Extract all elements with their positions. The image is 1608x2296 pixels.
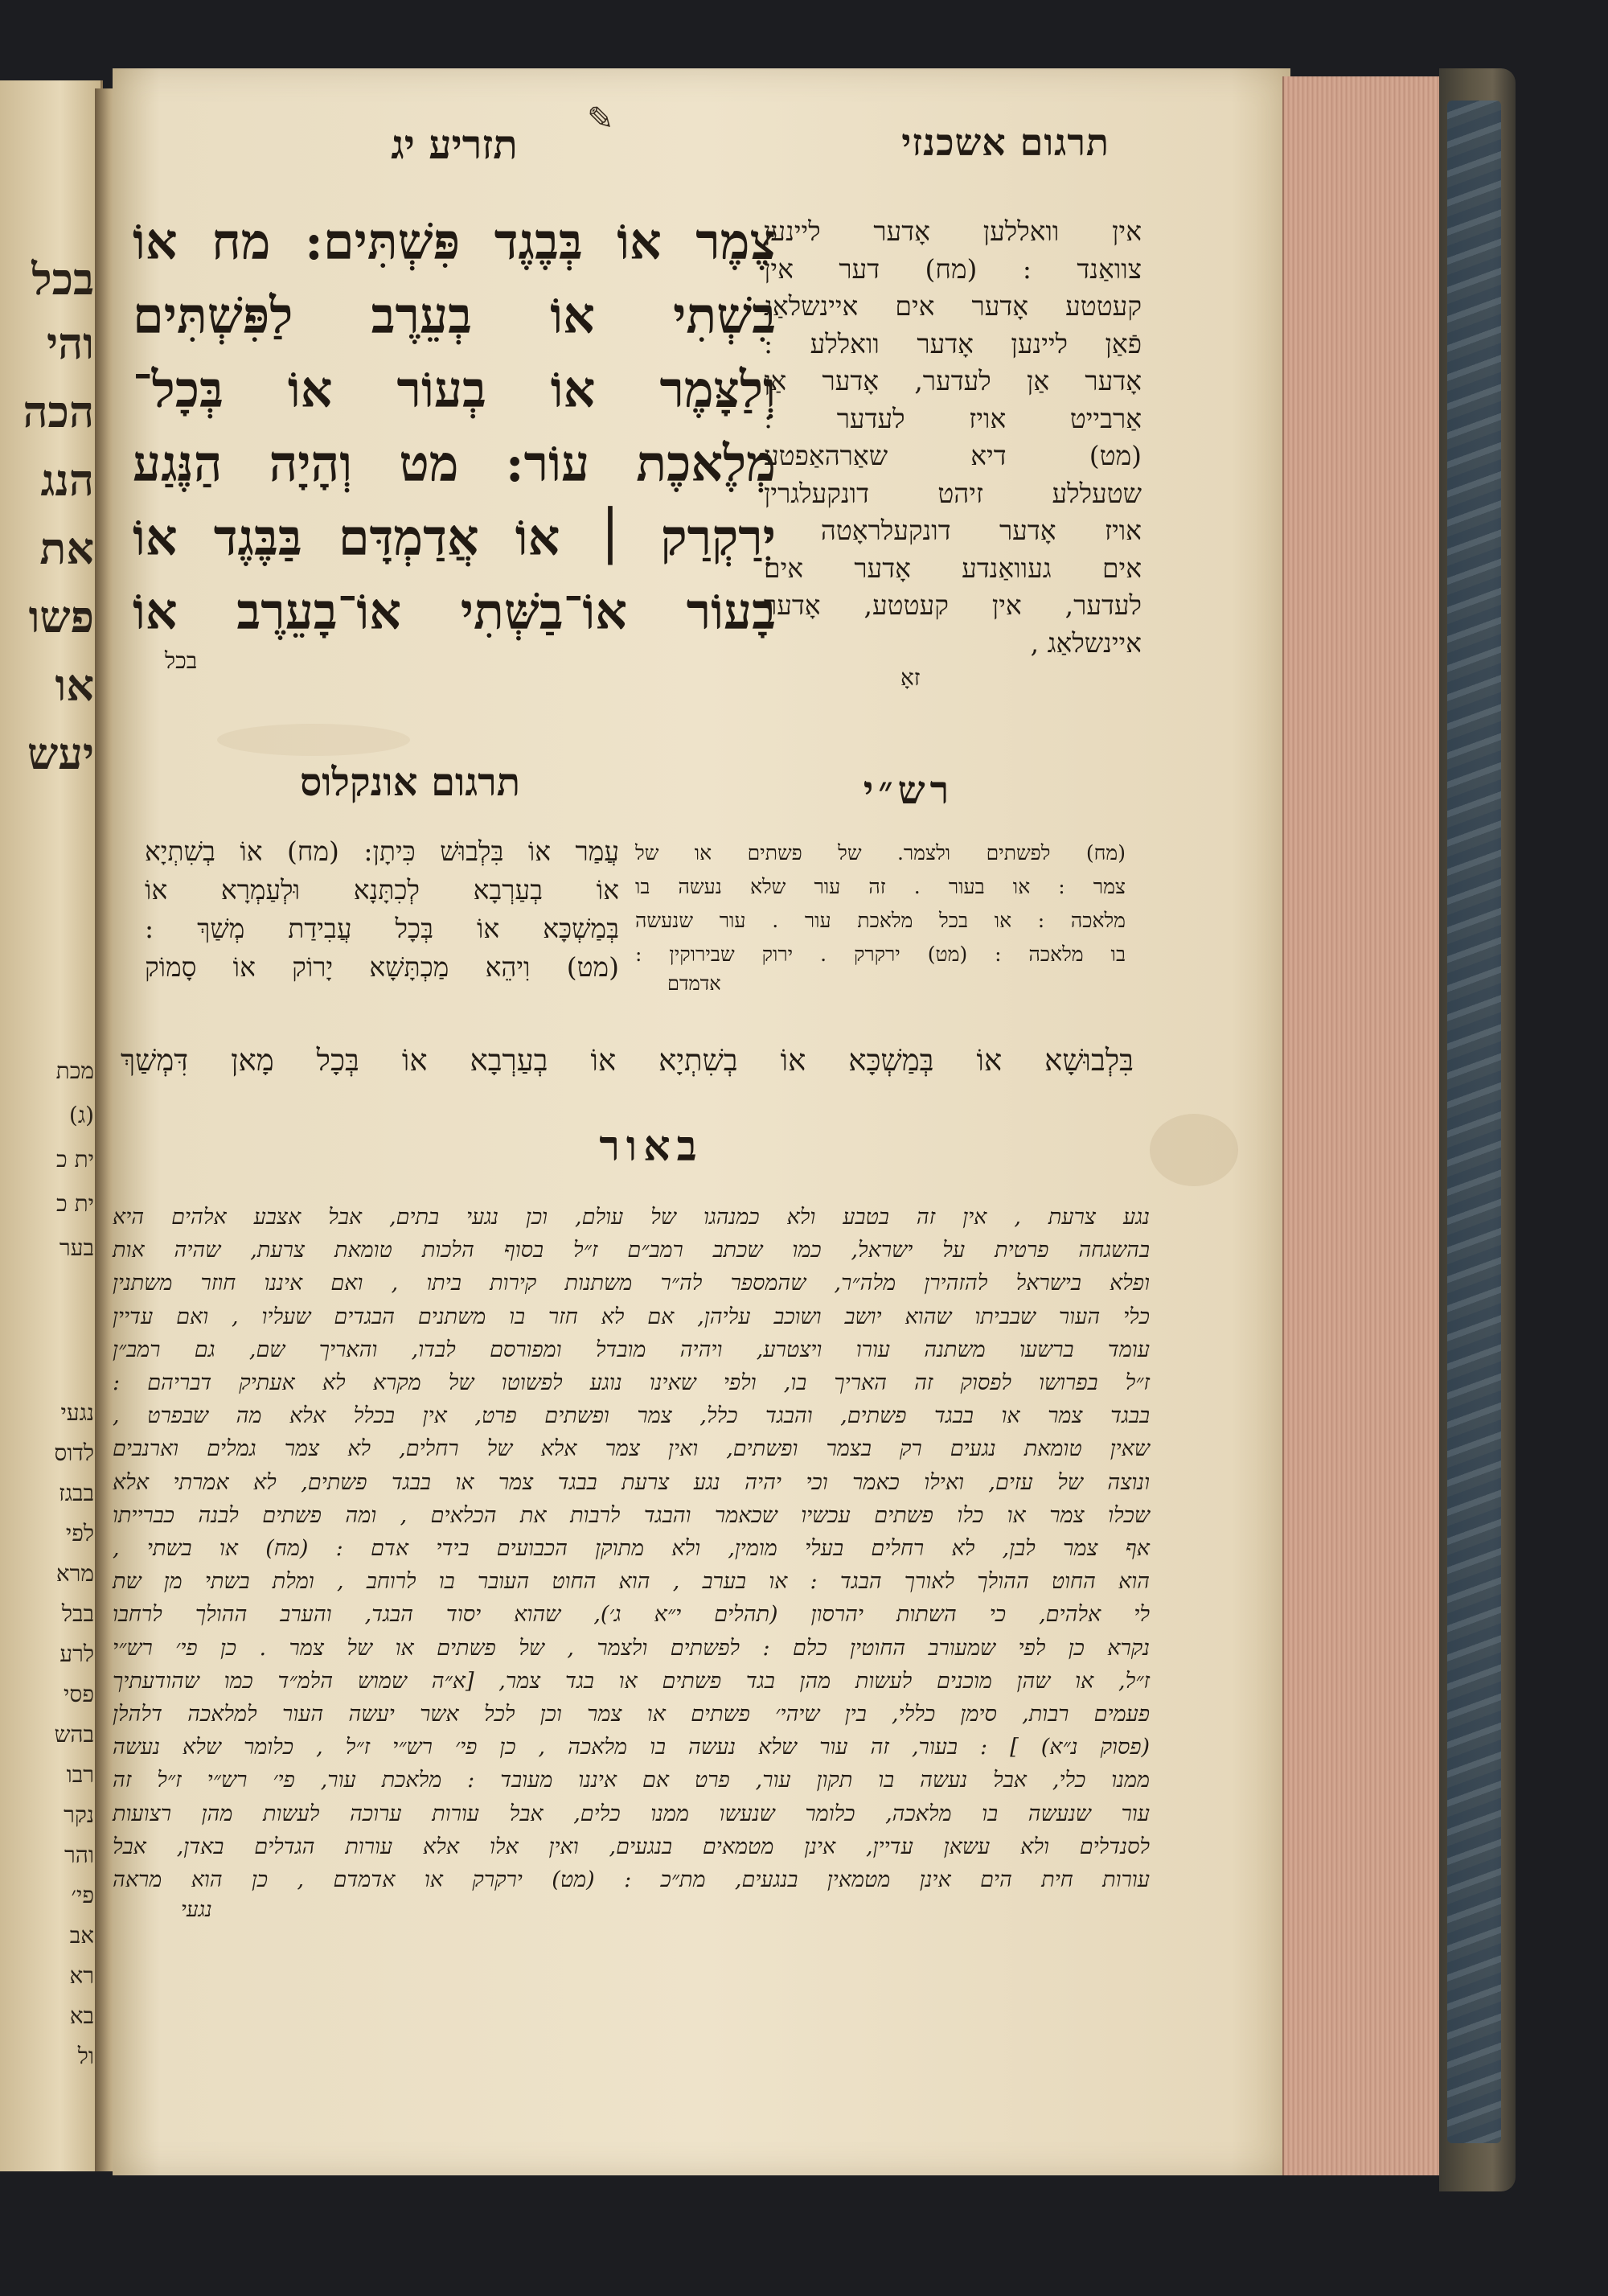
left-small: נקר bbox=[64, 1801, 94, 1828]
onkelos-line: בְּמַשְׁכָּא אוֹ בְּכָל עֲבִידַת מְשַׁךְ : bbox=[145, 913, 619, 944]
left-small: ית כ bbox=[55, 1146, 94, 1173]
torah-catchword: בכל bbox=[165, 647, 198, 674]
biur-line: אף צמר לבן, לא רחלים בעלי מומין, ולא מתוקן הכבועים בידי אדם : (מח) או בשתי , bbox=[113, 1536, 1150, 1562]
targum-line: צוואַנד : (מח) דער אין bbox=[764, 253, 1142, 285]
biur-line: שאין טומאת נגעים רק בצמר ופשתים, ואין צמר אלא של רחלים, לא צמר גמלים וארנבים bbox=[113, 1436, 1150, 1462]
left-small: בא bbox=[69, 2002, 94, 2029]
rashi-line: צמר : או בעור . זה עור שלא נעשה בו bbox=[635, 875, 1126, 898]
biur-block bbox=[113, 1201, 1150, 1924]
targum-ashkenazi-block bbox=[764, 213, 1142, 694]
left-small: לרע bbox=[59, 1641, 94, 1667]
page-header-targum: תרגום אשכנזי bbox=[901, 121, 1110, 164]
left-fragment: או bbox=[55, 659, 94, 711]
left-small: פי׳ bbox=[71, 1882, 94, 1908]
left-small: מכת bbox=[55, 1058, 94, 1084]
targum-line: (מט) דיא שאַרהאַפטע bbox=[764, 440, 1142, 471]
torah-line: בָעוֹר אוֹ־בַשְּׁתִי אוֹ־בָעֵרֶב אוֹ bbox=[133, 582, 776, 641]
biur-line: פעמים רבות, סימן כללי, בין שיהי׳ פשתים או צמר וכן לכל אשר יעשה העור למלאכה דלהלן bbox=[113, 1702, 1150, 1727]
biur-line: עומד ברשעו משתנה עורו ויצטרע, ויהיה מובדל ומפורסם לבדו, והאריך שם, גם רמב״ן bbox=[113, 1337, 1150, 1362]
left-small: (ג) bbox=[68, 1102, 94, 1128]
torah-line: יְרַקְרַק ׀ אוֹ אֲדַמְדָּם בַּבֶּגֶד אוֹ bbox=[133, 508, 776, 567]
biur-title: באור bbox=[599, 1122, 704, 1171]
biur-line: שכלו צמר או כלו פשתים עכשיו שכאמר והבגד לרבות את הכלאים , ומה פשתים לבנה כברייתו bbox=[113, 1502, 1150, 1528]
left-small: רא bbox=[69, 1962, 94, 1989]
left-small: רבו bbox=[66, 1761, 94, 1788]
targum-line: אַרבייט אויז לעדער : bbox=[764, 402, 1142, 434]
onkelos-line: אוֹ בְעַרְבָא לְכִתָּנָא וּלְעַמְרָא אוֹ bbox=[145, 874, 619, 906]
torah-line: בִשְׁתִי אוֹ בְעֵרֶב לַפִּשְׁתִּים bbox=[133, 286, 776, 345]
left-fragment: פשו bbox=[28, 591, 94, 643]
biur-line: בבגד צמר או בבגד פשתים, והבגד כלל, צמר ופשתים פרט, אין בכלל אלא מה שבפרט , bbox=[113, 1403, 1150, 1429]
rashi-line: מלאכה : או בכל מלאכת עור . עור שנעשה bbox=[635, 909, 1126, 932]
left-fragment: הכה bbox=[23, 386, 94, 437]
torah-line: מְלֶאכֶת עוֹר: מט וְהָיָה הַנֶּגַע bbox=[133, 434, 776, 493]
targum-line: אין וואללען אָדער ליינען bbox=[764, 216, 1142, 247]
left-fragment: את bbox=[39, 523, 94, 574]
targum-line: אָדער אַן לעדער, אָדער אַן bbox=[764, 365, 1142, 396]
targum-line: קעטטע אָדער אים איינשלאַג bbox=[764, 290, 1142, 322]
biur-line: ממנו כלי, אבל נעשה בו תקון עור, פרט אם איננו מעובד : מלאכת עור, פי׳ רש״י ז״ל זה bbox=[113, 1768, 1150, 1793]
left-fragment: בכל bbox=[31, 253, 94, 305]
left-small: והר bbox=[64, 1842, 94, 1868]
left-fragment: והי bbox=[46, 318, 94, 369]
biur-line: ופלא בישראל להזהירן מלה״ר, שהמספר לה״ר משתנות קירות ביתו , ואם איננו חוזר משתנין bbox=[113, 1271, 1150, 1296]
left-small: בבגז bbox=[58, 1480, 94, 1506]
left-small: בער bbox=[59, 1234, 94, 1261]
biur-line: נקרא כן לפי שמעורב החוטין כלם : לפשתים ולצמר , של פשתים או של צמר . כן פי׳ רש״י bbox=[113, 1635, 1150, 1661]
marbled-board bbox=[1447, 101, 1501, 2143]
onkelos-block bbox=[145, 832, 619, 987]
targum-line: לעדער, אין קעטטע, אָדער bbox=[764, 589, 1142, 621]
page-block-edge bbox=[1282, 76, 1453, 2175]
rashi-title: רש״י bbox=[863, 768, 954, 813]
paper-stain bbox=[217, 724, 410, 756]
left-small: לדוס bbox=[54, 1440, 94, 1466]
left-small: בבל bbox=[61, 1600, 94, 1627]
onkelos-line: עֲמַר אוֹ בִּלְבוּשׁ כִּיתָן: (מח) אוֹ בְשִׁתְיָא bbox=[145, 836, 619, 867]
biur-line: ז״ל, או שהן מוכנים לעשות מהן בגד פשתים או בגד צמר, [א״ה שמוש הלמ״ד כמו שהודעתיך bbox=[113, 1668, 1150, 1694]
biur-line: כלי העור שבביתו שהוא יושב ושוכב עליהן, אם לא חזר בו משתנים הבגדים שעליו , ואם עדיין bbox=[113, 1304, 1150, 1329]
targum-catchword: זאָ bbox=[900, 664, 921, 691]
left-small: ול bbox=[77, 2043, 94, 2069]
left-small: ית כ bbox=[55, 1190, 94, 1217]
biur-line: ונוצה של עזים, ואילו כאמר וכי יהיה נגע צרעת בבגד צמר או בבגד פשתים, לא אמרתי אלא bbox=[113, 1469, 1150, 1495]
left-small: בהש bbox=[54, 1721, 94, 1748]
biur-line: עור שנעשה בו מלאכה, כלומר שנעשו ממנו כלים, אבל עורות ערוכה לעשות מהן רצועות bbox=[113, 1801, 1150, 1826]
left-small: אב bbox=[69, 1922, 94, 1949]
targum-line: שטעללע זיהט דונקעלגרין bbox=[764, 477, 1142, 509]
torah-line: צֶמֶר אוֹ בְּבֶגֶד פִּשְׁתִּים: מח אוֹ bbox=[133, 212, 776, 271]
onkelos-continuation-line: בִּלְבוּשָׁא אוֹ בְּמַשְׁכָּא אוֹ בְשִׁתְיָא אוֹ בְעַרְבָא אוֹ בְּכָל מָאן דִּמְשַׁךְ bbox=[121, 1043, 1134, 1078]
book-cover bbox=[1439, 68, 1516, 2191]
left-small: פסי bbox=[64, 1681, 94, 1707]
paper-stain bbox=[1150, 1114, 1238, 1186]
rashi-block bbox=[635, 836, 1126, 996]
biur-line: נגע צרעת , אין זה בטבע ולא כמנהגו של עולם, וכן נגעי בתים, אבל אצבע אלהים היא bbox=[113, 1205, 1150, 1230]
rashi-line: (מח) לפשתים ולצמר. של פשתים או של bbox=[635, 841, 1126, 865]
onkelos-line: (מט) וִיהֵא מַכְתָּשָׁא יָרוֹק אוֹ סָמוֹק bbox=[145, 951, 619, 983]
torah-text-block bbox=[133, 205, 776, 673]
targum-line: איינשלאַג , bbox=[1030, 626, 1142, 659]
biur-line: לסנדלים ולא עשאן עדיין, אינן מטמאים בנגעים, ואין אלו אלא עורות הגדלים באדן, אבל bbox=[113, 1834, 1150, 1859]
left-fragment: יעש bbox=[27, 728, 94, 779]
left-page-edge bbox=[0, 80, 103, 2171]
left-small: נגעי bbox=[60, 1399, 94, 1426]
biur-line: בהשגחה פרטית על ישראל, כמו שכתב רמב״ם ז״ל בסוף הלכות טומאת צרעת, שהיה אות bbox=[113, 1238, 1150, 1263]
biur-line: הוא החוט ההולך לאורך הבגד : או בערב , הוא החוט העובר בו לרוחב , ומלת בשתי מן שת bbox=[113, 1569, 1150, 1595]
rashi-line: בו מלאכה : (מט) ירקרק . ירוק שבירוקין : bbox=[635, 943, 1126, 966]
biur-line: לי אלהים, כי השתות יהרסון (תהלים י״א ג׳), שהוא יסוד הבגד, והערב ההולך לרחבו bbox=[113, 1602, 1150, 1628]
targum-line: אים געוואַנדע אָדער אים bbox=[764, 552, 1142, 584]
biur-catchword: נגעי bbox=[181, 1898, 212, 1923]
left-small: מרא bbox=[55, 1560, 94, 1587]
rashi-catchword: אדמדם bbox=[667, 972, 721, 995]
page-header-parasha: תזריע יג bbox=[391, 121, 518, 168]
biur-line: (פסוק נ״א) ] : בעור, זה עור שלא נעשה בו מלאכה , כן פי׳ רש״י ז״ל , כלומר שלא נעשה bbox=[113, 1735, 1150, 1760]
left-small: לפי bbox=[65, 1520, 94, 1546]
targum-line: אויז אָדער דונקעלראָטה , bbox=[764, 515, 1142, 546]
targum-line: פֿאַן ליינען אָדער וואללע : bbox=[764, 327, 1142, 359]
pen-mark-icon: ✎ bbox=[587, 101, 614, 138]
biur-line: ז״ל בפרושו לפסוק זה האריך בו, ולפי שאינו נוגע לפשוטו של מקרא לא אעתיק דבריהם : bbox=[113, 1370, 1150, 1396]
left-fragment: הנג bbox=[40, 454, 94, 506]
onkelos-title: תרגום אונקלוס bbox=[299, 760, 521, 805]
torah-line: וְלַצָּמֶר אוֹ בְעוֹר אוֹ בְּכָל־ bbox=[133, 360, 776, 419]
biur-line: עורות חית הים אינן מטמאין בנגעים, מת״כ : (מט) ירקרק או אדמדם , כן הוא מראה bbox=[113, 1867, 1150, 1893]
